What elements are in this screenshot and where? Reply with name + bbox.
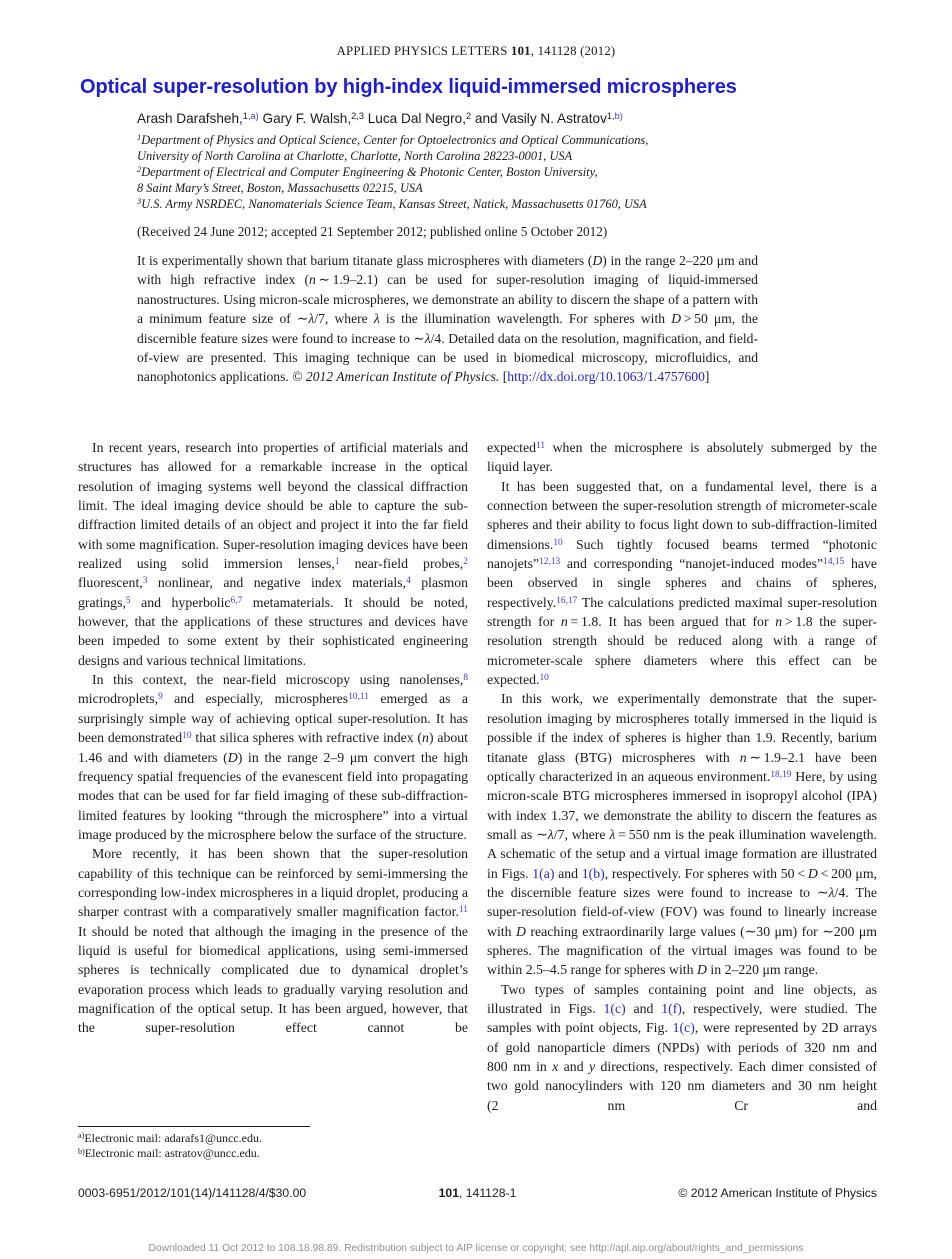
text-run: 1,: [606, 110, 615, 121]
text-run: Luca Dal Negro,: [363, 111, 466, 126]
text-run: λ: [308, 311, 315, 327]
text-run: Arash Darafsheh,: [137, 111, 243, 126]
affiliation-line-4: [137, 181, 837, 197]
paragraph-recent: [78, 844, 468, 1037]
text-run: metamaterials. It should be noted, however, that the applications of these structures and devices have been impeded to some extent by their sophisticated engineering designs and various technical limitations.: [78, 594, 468, 668]
text-run: that silica spheres with refractive index (: [191, 730, 423, 746]
text-run: , respectively. For spheres with 50 <: [604, 865, 808, 881]
text-run: , 141128-1: [458, 1186, 517, 1200]
citation-ref-link[interactable]: 16,17: [556, 595, 578, 606]
citation-ref-link[interactable]: 2: [463, 556, 468, 567]
text-run: Department of Physics and Optical Science, Center for Optoelectronics and Optical Communications,: [141, 133, 649, 147]
citation-ref-link[interactable]: 14,15: [823, 556, 845, 567]
text-run: ∼ 1.9–2.1) can be used for super-resolution imaging of liquid-immersed nanostructures. Using micron-scale microspheres, we demonstrate an ability to discern the shape of a pattern with a minimum feature size of ∼: [137, 272, 758, 327]
affiliation-line-1: [137, 133, 837, 149]
text-run: = 1.8. It has been argued that for: [567, 614, 776, 630]
text-run: 1,: [242, 110, 251, 121]
text-run: ) in the range 2–220 μm and with high refractive index (: [137, 253, 758, 288]
paragraph-samples: [487, 980, 877, 1115]
text-run: /7, where: [314, 311, 374, 327]
citation-ref-link[interactable]: 1: [334, 556, 340, 567]
page-footer: [78, 1186, 877, 1202]
author-line: [137, 111, 857, 126]
text-run: when the microsphere is absolutely submerged by the liquid layer.: [487, 440, 877, 475]
citation-ref-link[interactable]: 18,19: [770, 769, 792, 780]
text-run: n: [560, 614, 568, 630]
text-run: expected: [487, 440, 537, 455]
inline-link[interactable]: http://dx.doi.org/10.1063/1.4757600: [507, 369, 705, 385]
text-run: λ: [373, 311, 380, 327]
text-run: microdroplets,: [78, 691, 159, 707]
text-run: © 2012 American Institute of Physics.: [292, 369, 500, 385]
inline-link[interactable]: 1(f): [661, 1000, 682, 1016]
body-columns: [78, 438, 877, 1115]
text-run: In this context, the near-field microscopy using nanolenses,: [92, 672, 464, 688]
text-run: λ: [547, 826, 554, 842]
paragraph-context: [78, 670, 468, 844]
inline-link[interactable]: 1(b): [581, 865, 605, 881]
text-run: Gary F. Walsh,: [258, 111, 352, 126]
text-run: plasmon gratings,: [78, 575, 468, 610]
citation-ref-link[interactable]: 10: [539, 672, 549, 683]
citation-ref-link[interactable]: 4: [406, 576, 411, 587]
citation-ref-link[interactable]: b): [614, 110, 623, 121]
text-run: D: [515, 923, 526, 939]
text-run: APPLIED PHYSICS LETTERS: [336, 44, 511, 58]
text-run: and: [558, 1059, 589, 1074]
text-run: fluorescent,: [78, 575, 143, 591]
text-run: is the illumination wavelength. For spheres with: [379, 311, 672, 327]
text-run: reaching extraordinarily large values (∼30 μm) for ∼200 μm spheres. The magnification of the virtual images was found to be within 2.5–4.5 range for spheres with: [487, 923, 877, 978]
inline-link[interactable]: 1(c): [603, 1000, 626, 1016]
text-run: /4. Detailed data on the resolution, magnification, and field-of-view are presented. This imaging technique can be used in biomedical microscopy, microfluidics, and nanophotonics applications.: [137, 330, 758, 385]
text-run: > 1.8 the super-resolution strength should be reduced along with a range of micrometer-scale sphere diameters where this effect can be expected.: [487, 614, 877, 688]
citation-ref-link[interactable]: 8: [463, 672, 468, 683]
text-run: It has been suggested that, on a fundamental level, there is a connection between the super-resolution strength of micrometer-scale spheres and their ability to focus light down to sub-diffraction-limited dimensions.: [487, 478, 877, 552]
inline-link[interactable]: 1(c): [672, 1020, 695, 1036]
text-run: /7, where: [553, 826, 610, 842]
citation-ref-link[interactable]: 6,7: [230, 595, 243, 606]
text-run: , 141128 (2012): [530, 44, 616, 58]
text-run: Two types of samples containing point and line objects, as illustrated in Figs.: [487, 981, 877, 1016]
text-run: It should be noted that although the imaging in the presence of the liquid is useful for biomedical applications, using semi-immersed spheres is technically complicated due to dynamical droplet’s evaporation process which leads to gradually varying resolution and magnification of the optical setup. It has been argued, however, that the super-resolution effect cannot be: [78, 923, 468, 1036]
text-run: < 200 μm, the discernible feature sizes were found to increase to ∼: [487, 865, 877, 900]
text-run: 2: [465, 110, 472, 121]
text-run: ) about 1.46 and with diameters (: [78, 730, 468, 765]
text-run: In recent years, research into properties of artificial materials and structures has allowed for a remarkable increase in the optical resolution of imaging systems well beyond the classical diffraction limit. The ideal imaging device should be able to capture the sub-diffraction limited details of an object and project it into the far field with some magnification. Super-resolution imaging devices have been realized using solid immersion lenses,: [78, 440, 468, 572]
text-run: 2,3: [351, 110, 364, 121]
text-run: Department of Electrical and Computer Engineering & Photonic Center, Boston University,: [141, 164, 598, 179]
text-run: λ: [424, 330, 431, 346]
text-run: D: [227, 749, 238, 765]
text-run: λ: [828, 884, 835, 900]
citation-ref-link[interactable]: 11: [536, 440, 546, 451]
citation-ref-link[interactable]: 12,13: [539, 556, 561, 567]
footnote-rule: [78, 1126, 310, 1127]
text-run: = 550 nm is the peak illumination wavelength. A schematic of the setup and a virtual image formation are illustrated in Figs.: [487, 826, 877, 881]
paragraph-continuation: [487, 438, 877, 477]
text-run: /4. The super-resolution field-of-view (FOV) was found to linearly increase with: [487, 884, 877, 939]
download-watermark: Downloaded 11 Oct 2012 to 108.18.98.89. Redistribution subject to AIP license or copyright; see http://apl.aip.org/about/rights_and_permissions: [148, 1243, 804, 1254]
footnote-a: [78, 1131, 468, 1146]
text-run: 2: [137, 164, 142, 175]
paragraph-suggested: [487, 477, 877, 690]
paragraph-intro: [78, 438, 468, 670]
text-run: Such tightly focused beams termed “photonic nanojets”: [487, 536, 877, 572]
citation-ref-link[interactable]: 3: [142, 576, 148, 587]
text-run: D: [671, 311, 682, 327]
text-run: n: [739, 749, 747, 765]
text-run: and corresponding “nanojet-induced modes”: [560, 556, 824, 572]
journal-header: [0, 44, 952, 59]
received-line: (Received 24 June 2012; accepted 21 September 2012; published online 5 October 2012): [137, 224, 608, 239]
text-run: More recently, it has been shown that the super-resolution capability of this technique can be reinforced by semi-immersing the corresponding low-index microspheres in a liquid droplet, producing a sharper contrast with a comparatively smaller magnification factor.: [78, 846, 468, 920]
text-run: It is experimentally shown that barium titanate glass microspheres with diameters (: [137, 253, 593, 268]
citation-ref-link[interactable]: 10: [553, 537, 563, 548]
paragraph-this-work: [487, 689, 877, 979]
text-run: and especially, microspheres: [162, 691, 349, 707]
text-run: nonlinear, and negative index materials,: [147, 575, 407, 591]
text-run: The calculations predicted maximal super-resolution strength for: [487, 594, 877, 630]
text-run: b): [78, 1146, 85, 1156]
citation-ref-link[interactable]: 10: [182, 730, 192, 741]
text-run: 8 Saint Mary’s Street, Boston, Massachusetts 02215, USA: [137, 180, 423, 195]
text-run: and: [554, 865, 582, 881]
text-run: , respectively, were studied. The samples with point objects, Fig.: [487, 1000, 877, 1036]
text-run: > 50 μm, the discernible feature sizes were found to increase to ∼: [137, 311, 758, 346]
text-run: and hyperbolic: [130, 594, 231, 610]
text-run: ]: [704, 369, 710, 385]
text-run: n: [775, 614, 783, 630]
text-run: D: [592, 253, 603, 268]
text-run: a): [78, 1131, 85, 1141]
text-run: D: [696, 962, 707, 978]
citation-ref-link[interactable]: 9: [158, 692, 163, 703]
text-run: University of North Carolina at Charlotte, Charlotte, North Carolina 28223-0001, USA: [137, 148, 573, 163]
left-column: [78, 438, 468, 1115]
text-run: near-field probes,: [339, 556, 464, 572]
abstract: [137, 251, 758, 387]
citation-ref-link[interactable]: 11: [458, 905, 468, 916]
text-run: 3: [137, 195, 142, 206]
right-column: [487, 438, 877, 1115]
text-run: [: [499, 369, 508, 385]
text-run: in 2–220 μm range.: [706, 962, 819, 978]
text-run: D: [807, 865, 818, 881]
text-run: 1: [137, 132, 142, 143]
affiliation-line-5: [137, 197, 837, 213]
text-run: Here, by using micron-scale BTG microspheres immersed in isopropyl alcohol (IPA) with index 1.37, we demonstrate the ability to discern the features as small as ∼: [487, 768, 877, 842]
affiliation-line-2: [137, 149, 837, 165]
inline-link[interactable]: 1(a): [532, 865, 555, 881]
text-run: λ: [609, 826, 616, 842]
text-run: emerged as a surprisingly simple way of achieving optical super-resolution. It has been demonstrated: [78, 691, 468, 746]
text-run: n: [422, 730, 429, 746]
affiliation-line-3: [137, 165, 837, 181]
article-title: Optical super-resolution by high-index liquid-immersed microspheres: [80, 76, 737, 98]
affiliations-block: [137, 133, 837, 213]
citation-ref-link[interactable]: 10,11: [348, 692, 369, 703]
text-run: 101: [438, 1186, 459, 1200]
text-run: x: [552, 1059, 559, 1074]
text-run: U.S. Army NSRDEC, Nanomaterials Science Team, Kansas Street, Natick, Massachusetts 01760, USA: [141, 196, 647, 211]
text-run: In this work, we experimentally demonstrate that the super-resolution imaging by microspheres totally immersed in the liquid is possible if the index of spheres is higher than 1.9. Recently, barium titanate glass (BTG) microspheres with: [487, 691, 877, 765]
issn-price-code: 0003-6951/2012/101(14)/141128/4/$30.00: [78, 1186, 307, 1200]
text-run: y: [588, 1059, 596, 1074]
text-run: and Vasily N. Astratov: [471, 111, 607, 126]
text-run: ) in the range 2–9 μm convert the high frequency spatial frequencies of the evanescent field into propagating modes that can be used for far field imaging of these sub-diffraction-limited features by looking “through the microsphere” into a virtual image produced by the microsphere below the surface of the structure.: [78, 749, 468, 842]
text-run: have been observed in single spheres and chains of spheres, respectively.: [487, 556, 877, 610]
copyright-notice: © 2012 American Institute of Physics: [678, 1186, 877, 1200]
text-run: , were represented by 2D arrays of gold nanoparticle dimers (NPDs) with periods of 320 nm and 800 nm in: [487, 1020, 877, 1074]
text-run: directions, respectively. Each dimer consisted of two gold nanocylinders with 120 nm diameters and 30 nm height (2 nm Cr and: [487, 1059, 877, 1113]
text-run: and: [625, 1000, 662, 1016]
citation-ref-link[interactable]: a): [250, 110, 259, 121]
footnotes-block: [78, 1131, 468, 1162]
citation-ref-link[interactable]: 5: [125, 595, 131, 606]
text-run: ∼ 1.9–2.1 have been optically characterized in an aqueous environment.: [487, 749, 877, 784]
text-run: Electronic mail: adarafs1@uncc.edu.: [84, 1131, 262, 1145]
text-run: n: [309, 272, 316, 288]
text-run: Electronic mail: astratov@uncc.edu.: [84, 1146, 260, 1161]
footnote-b: [78, 1146, 468, 1161]
text-run: 101: [510, 44, 531, 58]
